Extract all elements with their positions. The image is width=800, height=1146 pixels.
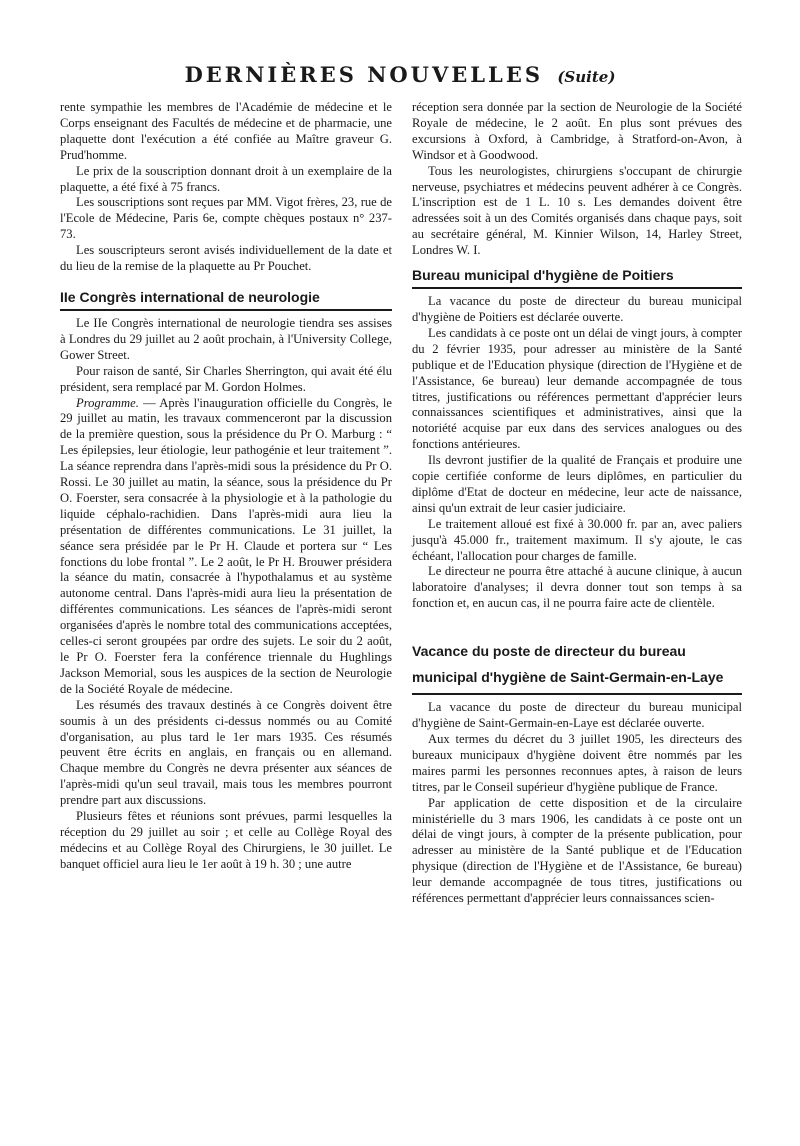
paragraph: Tous les neurologistes, chirurgiens s'occupant de chirurgie nerveuse, psychiatres et médecins peuvent adhérer à ce Congrès. L'inscription est de 1 L. 10 s. Les demandes doivent être adressées soit à un des Comités organisés dans chaque pays, soit au secrétaire général, M. Kinnier Wilson, 14, Harley Street, Londres W. I. [412, 163, 742, 258]
paragraph: La vacance du poste de directeur du bureau municipal d'hygiène de Poitiers est déclarée ouverte. [412, 294, 742, 324]
paragraph: La vacance du poste de directeur du bureau municipal d'hygiène de Saint-Germain-en-Laye est déclarée ouverte. [412, 700, 742, 731]
paragraph: réception sera donnée par la section de Neurologie de la Société Royale de médecine, le 2 août. En plus sont prévues des excursions à Oxford, à Cambridge, à Stratford-on-Avon, à Windsor et à Goodwood. [412, 100, 742, 162]
section-heading-congres: IIe Congrès international de neurologie [60, 289, 392, 311]
paragraph-programme [60, 396, 392, 698]
paragraph: Les candidats à ce poste ont un délai de vingt jours, à compter du 2 février 1935, pour adresser au ministère de la Santé publique et de l'Education physique (direction de l'Hygiène et de l'Assistance, 6e bureau) leur demande accompagnée de tous titres, justifications ou références permettant d'apprécier leurs connaissances scientifiques et administratives, ainsi que la notoriété acquise par eux dans des services analogues ou des fonctions antérieures. [412, 325, 742, 452]
right-column [412, 100, 742, 907]
programme-label: Programme. [76, 395, 139, 410]
paragraph: Les souscriptions sont reçues par MM. Vigot frères, 23, rue de l'Ecole de Médecine, Paris 6e, compte chèques postaux n° 237-73. [60, 195, 392, 242]
section-heading-saint-germain: Vacance du poste de directeur du bureau municipal d'hygiène de Saint-Germain-en-Laye [412, 638, 742, 695]
paragraph: Par application de cette disposition et de la circulaire ministérielle du 3 mars 1906, les candidats à ce poste ont un délai de vingt jours, à compter de la présente publication, pour adresser au ministère de la Santé publique et de l'Education physique (direction de l'Hygiène et de l'Assistance, 6e bureau) leur demande accompagnée de tous titres, justifications ou références permettant d'apprécier leurs connaissances scien- [412, 795, 742, 906]
paragraph: Le traitement alloué est fixé à 30.000 fr. par an, avec paliers jusqu'à 45.000 fr., traitement maximum. Il s'y ajoute, le cas échéant, l'allocation pour charges de famille. [412, 516, 742, 563]
paragraph: Plusieurs fêtes et réunions sont prévues, parmi lesquelles la réception du 29 juillet au soir ; et celle au Collège Royal des médecins et au Collège Royal des Chirurgiens, le 30 juillet. Le banquet officiel aura lieu le 1er août à 19 h. 30 ; une autre [60, 809, 392, 871]
page-title-suite: (Suite) [557, 68, 616, 86]
paragraph: Les souscripteurs seront avisés individuellement de la date et du lieu de la remise de la plaquette au Pr Pouchet. [60, 243, 392, 274]
paragraph: Le directeur ne pourra être attaché à aucune clinique, à aucun laboratoire d'analyses; il devra donner tout son temps à sa fonction et, en aucun cas, il ne pourra faire acte de clientèle. [412, 564, 742, 611]
paragraph: rente sympathie les membres de l'Académie de médecine et le Corps enseignant des Facultés de médecine et de pharmacie, une plaquette dont l'exécution a été confiée au Maître graveur G. Prud'homme. [60, 100, 392, 162]
programme-text: — Après l'inauguration officielle du Congrès, le 29 juillet au matin, les travaux commenceront par la discussion de la première question, sous la présidence du Pr O. Marburg : “ Les épilepsies, leur étiologie, leur pathogénie et leur traitement ”. La séance reprendra dans l'après-midi sous la présidence du Pr O. Rossi. Le 30 juillet au matin, la séance, sous la présidence du Pr O. Foerster, sera consacrée à la physiologie et à la pathologie du liquide céphalo-rachidien. Dans l'après-midi aura lieu la présentation de différentes communications. Le 31 juillet, la séance sera présidée par le Pr H. Claude et portera sur “ Les fonctions du lobe frontal ”. Le 2 août, le Pr H. Brouwer présidera la séance du matin, consacrée à l'hypothalamus et au système autonome central. Dans l'après-midi aura lieu la présentation de différentes communications. Les séances de l'après-midi seront organisées d'après le nombre total des communications acceptées, celles-ci seront groupées par ordre des sujets. Le soir du 2 août, le Pr O. Foerster fera la conférence triennale du Hughlings Jackson Memorial, sous les auspices de la section de Neurologie de la Société Royale de médecine. [60, 395, 392, 696]
paragraph: Le prix de la souscription donnant droit à un exemplaire de la plaquette, a été fixé à 75 francs. [60, 163, 392, 194]
left-column [60, 100, 392, 873]
paragraph: Les résumés des travaux destinés à ce Congrès doivent être soumis à un des présidents ci-dessus nommés ou au Comité d'organisation, au plus tard le 1er mars 1935. Ces résumés peuvent être écrits en anglais, en français ou en allemand. Chaque membre du Congrès ne devra présenter aux séances de l'après-midi qu'un seul travail, mais tous les membres pourront prendre part aux discussions. [60, 697, 392, 808]
paragraph: Pour raison de santé, Sir Charles Sherrington, qui avait été élu président, sera remplacé par M. Gordon Holmes. [60, 363, 392, 394]
page-title-text: DERNIÈRES NOUVELLES [184, 62, 543, 87]
section-heading-poitiers: Bureau municipal d'hygiène de Poitiers [412, 267, 742, 289]
paragraph: Aux termes du décret du 3 juillet 1905, les directeurs des bureaux municipaux d'hygiène doivent être nommés par les maires parmi les personnes reconnues aptes, à raison de leurs titres, par le Conseil supérieur d'hygiène publique de France. [412, 732, 742, 794]
page-title [0, 62, 800, 87]
paragraph: Ils devront justifier de la qualité de Français et produire une copie certifiée conforme de leurs diplômes, en particulier du diplôme d'Etat de docteur en médecine, leur acte de naissance, ainsi qu'un extrait de leur casier judiciaire. [412, 453, 742, 515]
paragraph: Le IIe Congrès international de neurologie tiendra ses assises à Londres du 29 juillet au 2 août prochain, à l'University College, Gower Street. [60, 315, 392, 362]
